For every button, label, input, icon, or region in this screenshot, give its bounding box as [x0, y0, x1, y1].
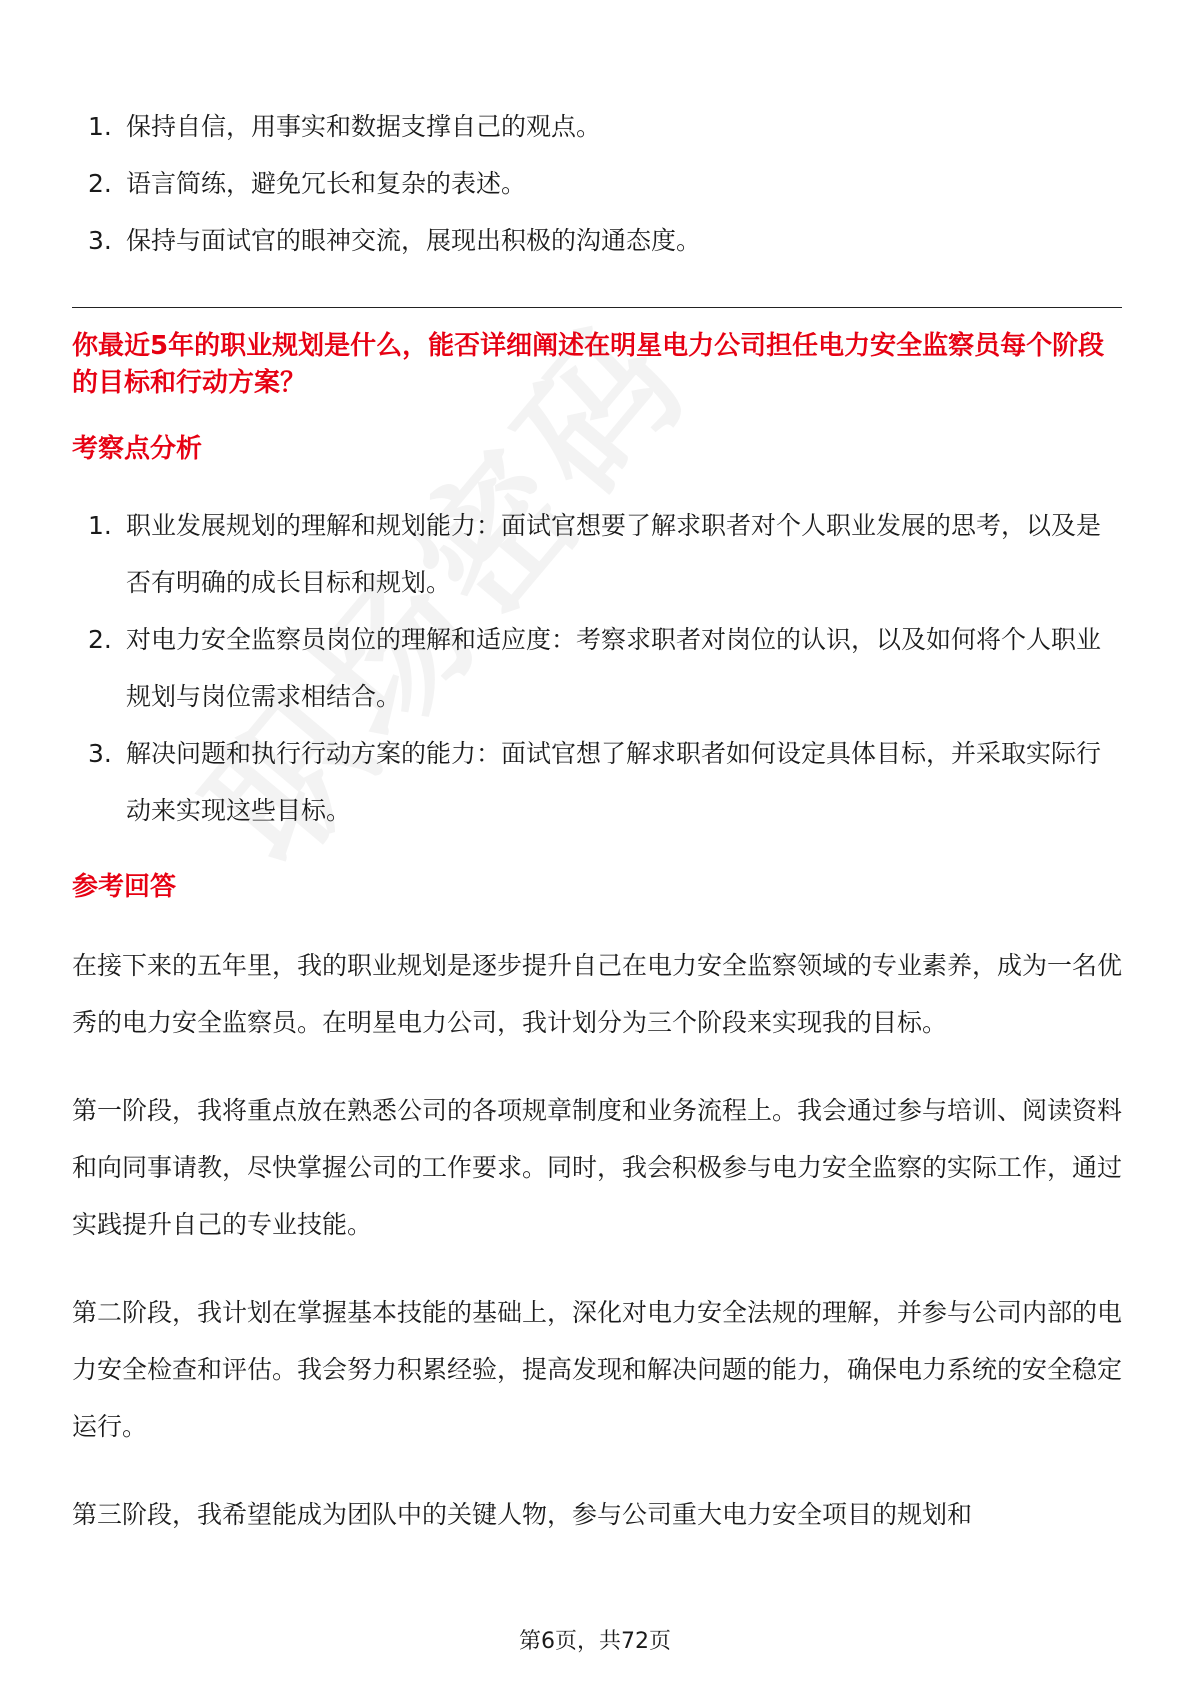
intro-list	[72, 98, 1122, 269]
list-item	[72, 212, 1122, 269]
list-text: 职业发展规划的理解和规划能力：面试官想要了解求职者对个人职业发展的思考，以及是否有明确的成长目标和规划。	[126, 511, 1102, 597]
list-text: 语言简练，避免冗长和复杂的表述。	[126, 169, 527, 198]
list-item	[72, 98, 1122, 155]
list-text: 对电力安全监察员岗位的理解和适应度：考察求职者对岗位的认识，以及如何将个人职业规划与岗位需求相结合。	[126, 625, 1102, 711]
list-number: 3.	[88, 226, 112, 255]
list-text: 保持自信，用事实和数据支撑自己的观点。	[126, 112, 602, 141]
answer-paragraph: 第三阶段，我希望能成为团队中的关键人物，参与公司重大电力安全项目的规划和	[72, 1500, 973, 1529]
list-item	[72, 497, 1122, 611]
answer-paragraph: 第一阶段，我将重点放在熟悉公司的各项规章制度和业务流程上。我会通过参与培训、阅读资料和向同事请教，尽快掌握公司的工作要求。同时，我会积极参与电力安全监察的实际工作，通过实践提升自己的专业技能。	[72, 1096, 1123, 1239]
list-number: 2.	[88, 169, 112, 198]
list-number: 1.	[88, 511, 112, 540]
list-item	[72, 611, 1122, 725]
analysis-list	[72, 497, 1122, 839]
page-content	[72, 98, 1122, 1543]
analysis-title: 考察点分析	[72, 434, 203, 464]
section-divider	[72, 307, 1122, 308]
list-text: 保持与面试官的眼神交流，展现出积极的沟通态度。	[126, 226, 702, 255]
list-number: 3.	[88, 739, 112, 768]
list-number: 2.	[88, 625, 112, 654]
answer-paragraph: 在接下来的五年里，我的职业规划是逐步提升自己在电力安全监察领域的专业素养，成为一名优秀的电力安全监察员。在明星电力公司，我计划分为三个阶段来实现我的目标。	[72, 951, 1123, 1037]
answer-title: 参考回答	[72, 872, 177, 902]
list-number: 1.	[88, 112, 112, 141]
list-item	[72, 725, 1122, 839]
list-text: 解决问题和执行行动方案的能力：面试官想了解求职者如何设定具体目标，并采取实际行动来实现这些目标。	[126, 739, 1102, 825]
question-heading: 你最近5年的职业规划是什么，能否详细阐述在明星电力公司担任电力安全监察员每个阶段的目标和行动方案？	[72, 331, 1105, 398]
answer-paragraph: 第二阶段，我计划在掌握基本技能的基础上，深化对电力安全法规的理解，并参与公司内部的电力安全检查和评估。我会努力积累经验，提高发现和解决问题的能力，确保电力系统的安全稳定运行。	[72, 1298, 1123, 1441]
list-item	[72, 155, 1122, 212]
answer-body	[72, 937, 1122, 1543]
page-number: 第6页，共72页	[519, 1629, 671, 1654]
